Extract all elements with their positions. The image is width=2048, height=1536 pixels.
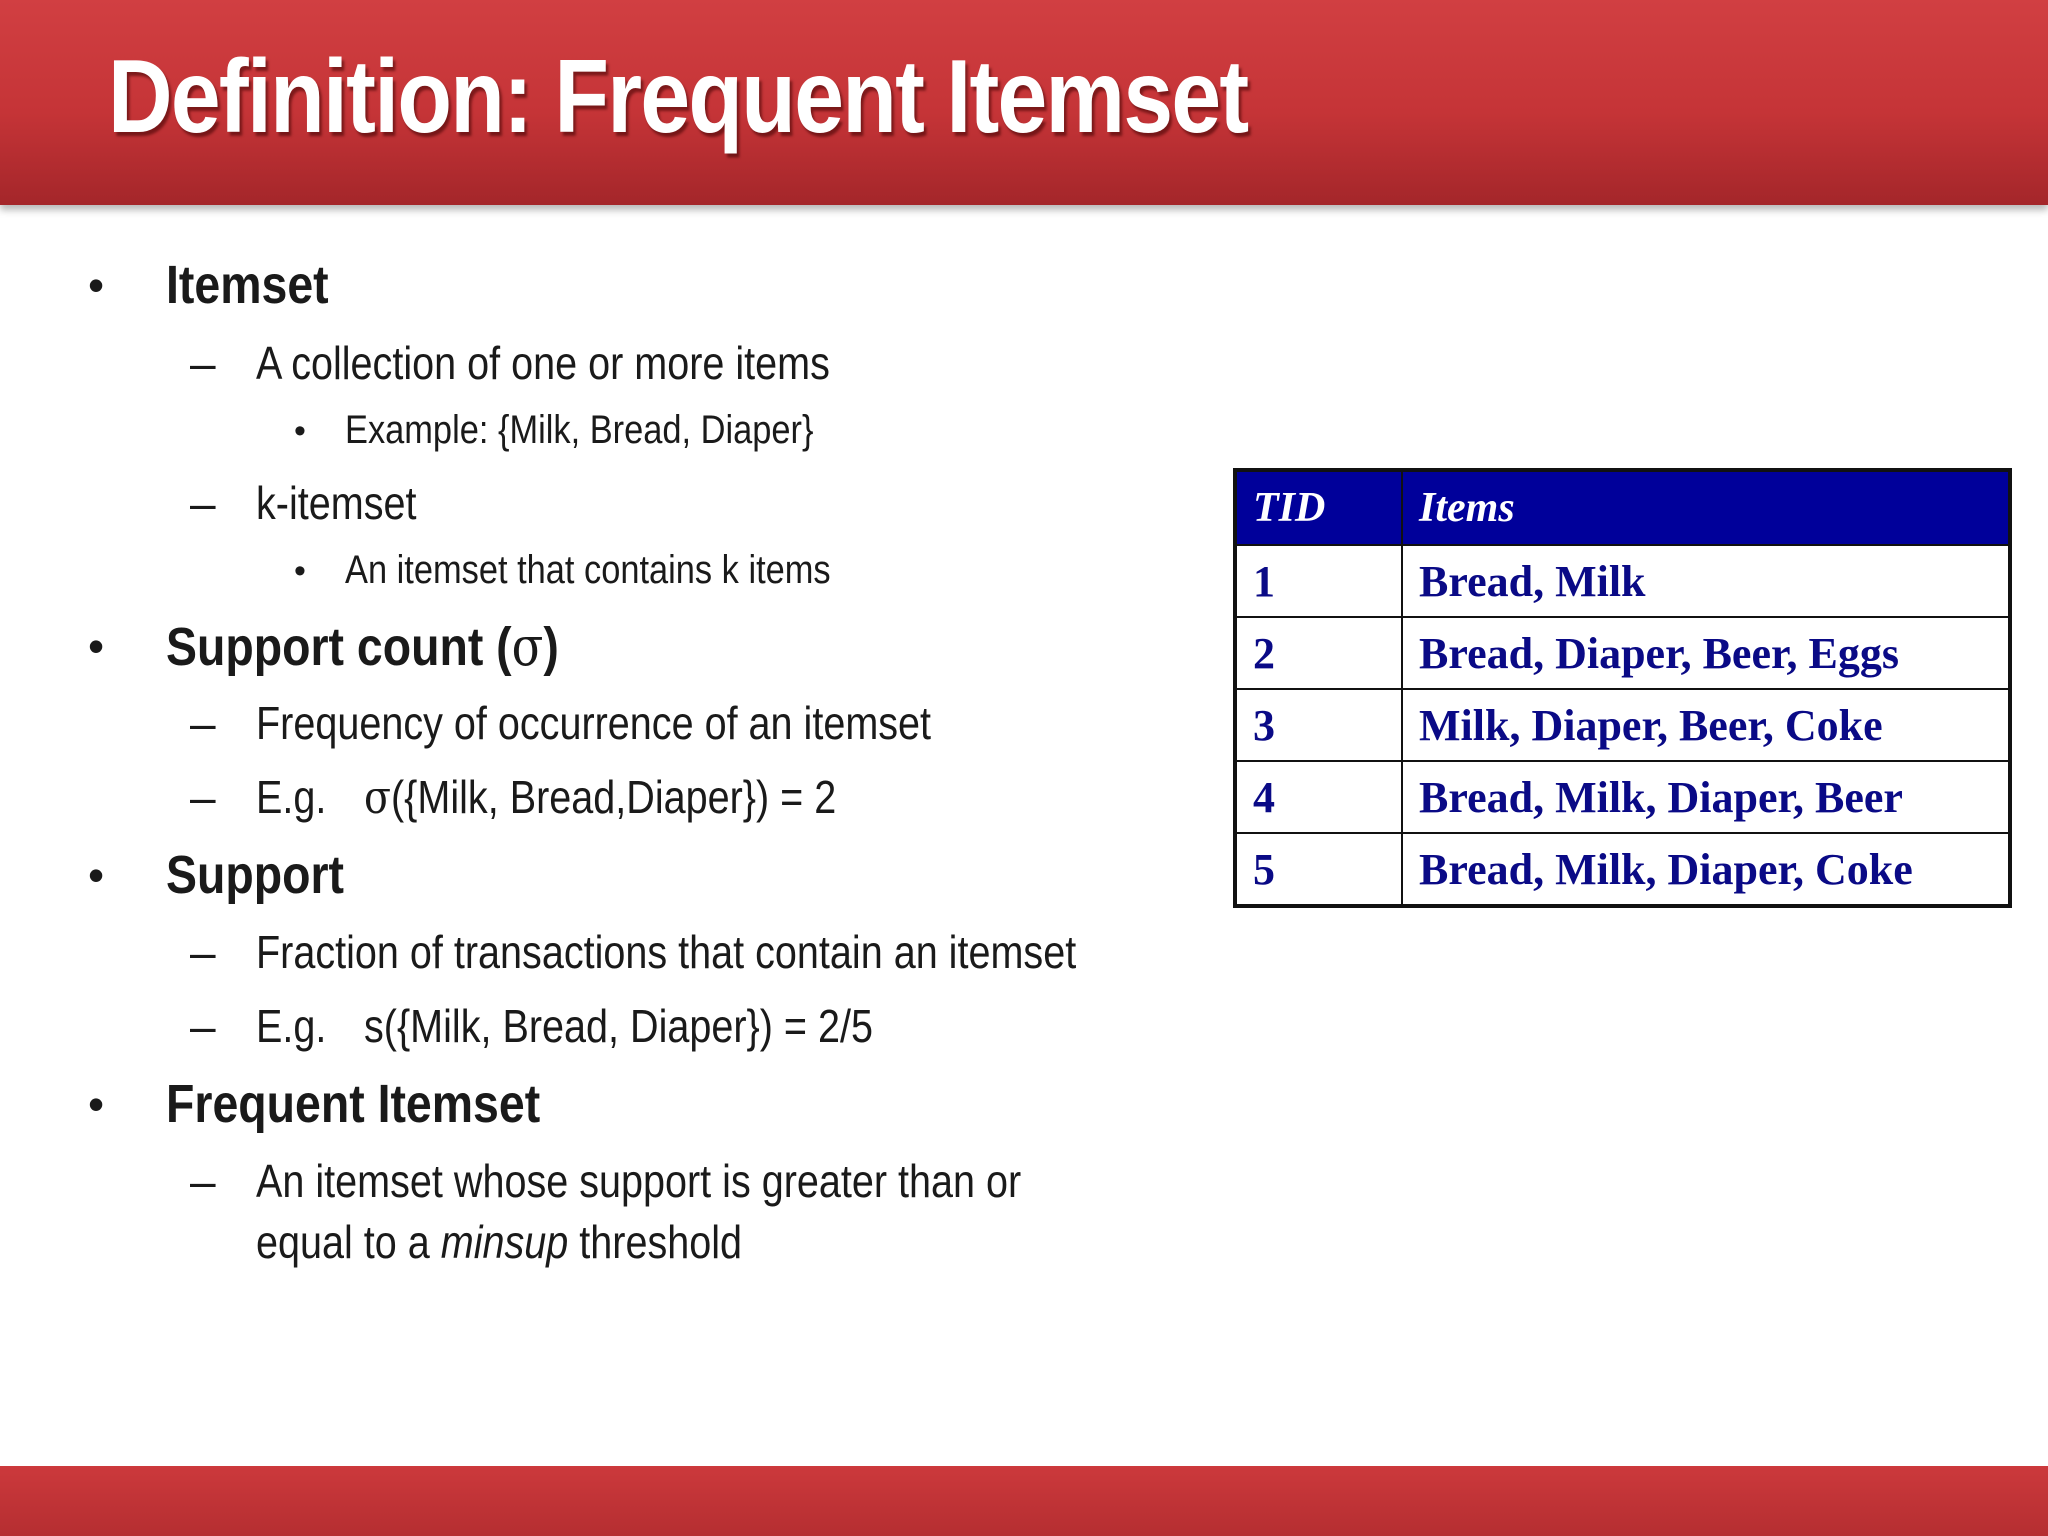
cell-tid: 5 bbox=[1235, 833, 1402, 906]
cell-tid: 4 bbox=[1235, 761, 1402, 833]
dash-icon: – bbox=[190, 337, 216, 389]
support-count-formula-text: ({Milk, Bread,Diaper}) = 2 bbox=[391, 771, 837, 823]
dash-icon: – bbox=[190, 477, 216, 529]
bullet-icon: • bbox=[294, 552, 306, 590]
definition-text: threshold bbox=[568, 1216, 743, 1268]
frequent-itemset-definition-line1: An itemset whose support is greater than or bbox=[256, 1155, 1022, 1207]
slide-title: Definition: Frequent Itemset bbox=[108, 39, 1248, 155]
cell-items: Bread, Milk bbox=[1402, 545, 2010, 617]
table-row bbox=[1235, 545, 2010, 617]
support-count-definition: Frequency of occurrence of an itemset bbox=[256, 697, 932, 749]
bullet-icon: • bbox=[88, 1078, 105, 1130]
cell-tid: 1 bbox=[1235, 545, 1402, 617]
cell-items: Bread, Diaper, Beer, Eggs bbox=[1402, 617, 2010, 689]
bullet-icon: • bbox=[88, 620, 105, 672]
column-header-items: Items bbox=[1402, 470, 2010, 545]
table-row bbox=[1235, 761, 2010, 833]
support-definition: Fraction of transactions that contain an itemset bbox=[256, 926, 1077, 978]
itemset-example: Example: {Milk, Bread, Diaper} bbox=[345, 408, 814, 452]
table-row bbox=[1235, 689, 2010, 761]
heading-frequent-itemset: Frequent Itemset bbox=[166, 1074, 541, 1134]
support-example-label: E.g. bbox=[256, 1000, 327, 1052]
heading-itemset: Itemset bbox=[166, 255, 329, 315]
cell-tid: 3 bbox=[1235, 689, 1402, 761]
itemset-definition: A collection of one or more items bbox=[256, 337, 830, 389]
dash-icon: – bbox=[190, 926, 216, 978]
column-header-tid: TID bbox=[1235, 470, 1402, 545]
footer-bar bbox=[0, 1466, 2048, 1536]
k-itemset-label: k-itemset bbox=[256, 477, 417, 529]
heading-support: Support bbox=[166, 845, 344, 905]
support-count-heading-text: Support count ( bbox=[166, 617, 512, 677]
sigma-symbol: σ bbox=[364, 770, 392, 824]
support-count-heading-close: ) bbox=[543, 617, 559, 677]
dash-icon: – bbox=[190, 697, 216, 749]
cell-items: Milk, Diaper, Beer, Coke bbox=[1402, 689, 2010, 761]
k-itemset-definition: An itemset that contains k items bbox=[345, 548, 831, 592]
cell-items: Bread, Milk, Diaper, Beer bbox=[1402, 761, 2010, 833]
bullet-icon: • bbox=[88, 259, 105, 311]
dash-icon: – bbox=[190, 1000, 216, 1052]
dash-icon: – bbox=[190, 771, 216, 823]
sigma-symbol: σ bbox=[511, 615, 544, 678]
table-row bbox=[1235, 833, 2010, 906]
transactions-table-container bbox=[1233, 468, 2012, 908]
definition-text: equal to a bbox=[256, 1216, 441, 1268]
support-count-example-formula bbox=[364, 770, 836, 824]
table-header-row bbox=[1235, 470, 2010, 545]
cell-tid: 2 bbox=[1235, 617, 1402, 689]
frequent-itemset-definition-line2 bbox=[256, 1215, 742, 1269]
cell-items: Bread, Milk, Diaper, Coke bbox=[1402, 833, 2010, 906]
bullet-icon: • bbox=[88, 849, 105, 901]
transactions-table bbox=[1233, 468, 2012, 908]
bullet-icon: • bbox=[294, 412, 306, 450]
heading-support-count bbox=[166, 615, 559, 678]
dash-icon: – bbox=[190, 1155, 216, 1207]
minsup-term: minsup bbox=[440, 1216, 569, 1268]
table-row bbox=[1235, 617, 2010, 689]
support-count-example-label: E.g. bbox=[256, 771, 327, 823]
support-example-formula: s({Milk, Bread, Diaper}) = 2/5 bbox=[364, 1000, 874, 1052]
